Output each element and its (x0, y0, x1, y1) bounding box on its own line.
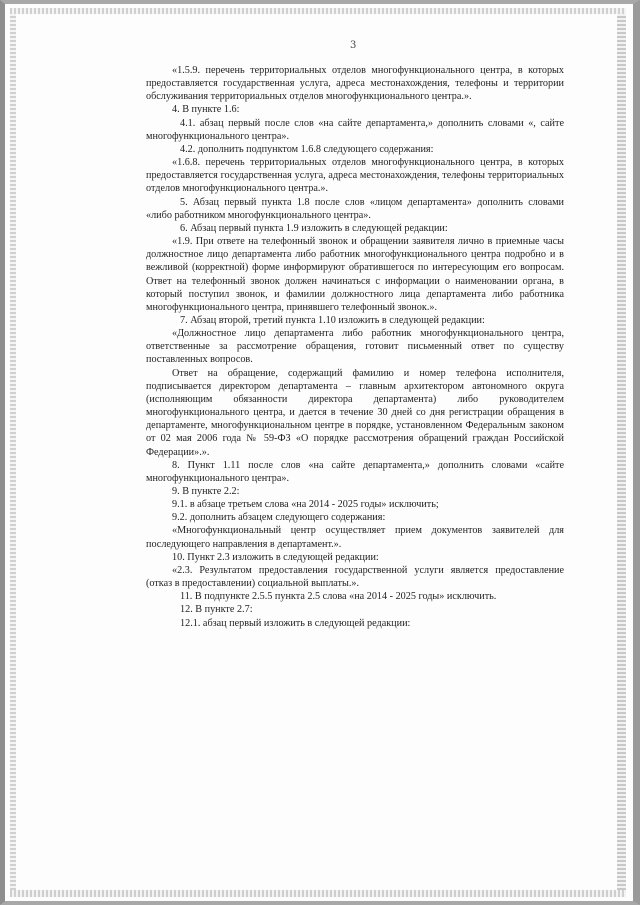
paragraph-2-3: «2.3. Результатом предоставления государственной услуги является предоставление (отказ в предоставлении) социальной выплаты.». (146, 564, 564, 590)
paragraph-1-6-8: «1.6.8. перечень территориальных отделов многофункционального центра, в которых предоставляется государственная услуга, адреса местонахождения, телефоны территориальных отделов многофункционального центра.». (146, 157, 564, 195)
paragraph-item-12: 12. В пункте 2.7: (180, 604, 253, 616)
scan-edge-bottom (10, 890, 626, 897)
scan-edge-right (617, 8, 626, 897)
paragraph-item-10: 10. Пункт 2.3 изложить в следующей редакции: (172, 551, 379, 563)
paragraph-item-9-2: 9.2. дополнить абзацем следующего содержания: (172, 512, 386, 524)
paragraph-item-7: 7. Абзац второй, третий пункта 1.10 изложить в следующей редакции: (180, 314, 485, 326)
scan-edge-left (10, 8, 16, 897)
paragraph-item-4: 4. В пункте 1.6: (172, 104, 240, 116)
paragraph-1-5-9: «1.5.9. перечень территориальных отделов многофункционального центра, в которых предоставляется государственная услуга, адреса местонахождения, телефоны и территории обслуживания территориальных отделов многофункционального центра.». (146, 65, 564, 103)
paragraph-item-9-1: 9.1. в абзаце третьем слова «на 2014 - 2025 годы» исключить; (172, 499, 439, 511)
paragraph-item-11: 11. В подпункте 2.5.5 пункта 2.5 слова «на 2014 - 2025 годы» исключить. (180, 591, 497, 603)
document-body (146, 64, 564, 630)
paragraph-item-12-1: 12.1. абзац первый изложить в следующей редакции: (180, 617, 411, 629)
paragraph-item-8: 8. Пункт 1.11 после слов «на сайте департамента,» дополнить словами «сайте многофункционального центра». (146, 459, 564, 484)
paragraph-1-10-answer: Ответ на обращение, содержащий фамилию и номер телефона исполнителя, подписывается директором департамента – главным архитектором автономного округа (исполняющим обязанности директора департамента) либо руководителем многофункционального центра, и дается в течение 30 дней со дня регистрации обращения в департаменте, многофункциональном центре в порядке, установленном Федеральным законом от 02 мая 2006 года № 59-ФЗ «О порядке рассмотрения обращений граждан Российской Федерации».». (146, 367, 564, 458)
paragraph-item-5: 5. Абзац первый пункта 1.8 после слов «лицом департамента» дополнить словами «либо работником многофункционального центра». (146, 196, 564, 221)
paragraph-item-6: 6. Абзац первый пункта 1.9 изложить в следующей редакции: (180, 222, 448, 234)
paragraph-1-9: «1.9. При ответе на телефонный звонок и обращении заявителя лично в приемные часы должностное лицо департамента либо работник многофункционального центра подробно и в вежливой (корректной) форме информируют обратившегося по интересующим его вопросам. Ответ на телефонный звонок должен начинаться с информации о наименовании органа, в который поступил звонок, и фамилии должностного лица департамента либо работника многофункционального центра, принявшего телефонный звонок.». (146, 236, 564, 313)
paragraph-item-4-1: 4.1. абзац первый после слов «на сайте департамента,» дополнить словами «, сайте многофункционального центра». (146, 117, 564, 142)
paragraph-item-4-2: 4.2. дополнить подпунктом 1.6.8 следующего содержания: (180, 143, 434, 155)
paragraph-mfc-reception: «Многофункциональный центр осуществляет прием документов заявителей для последующего направления в департамент.». (146, 525, 564, 550)
page-number: 3 (350, 40, 357, 51)
paragraph-1-10-official: «Должностное лицо департамента либо работник многофункционального центра, ответственные за рассмотрение обращения, готовит письменный ответ по существу поставленных вопросов. (146, 328, 564, 366)
scan-edge-top (10, 8, 626, 14)
paragraph-item-9: 9. В пункте 2.2: (172, 486, 240, 497)
